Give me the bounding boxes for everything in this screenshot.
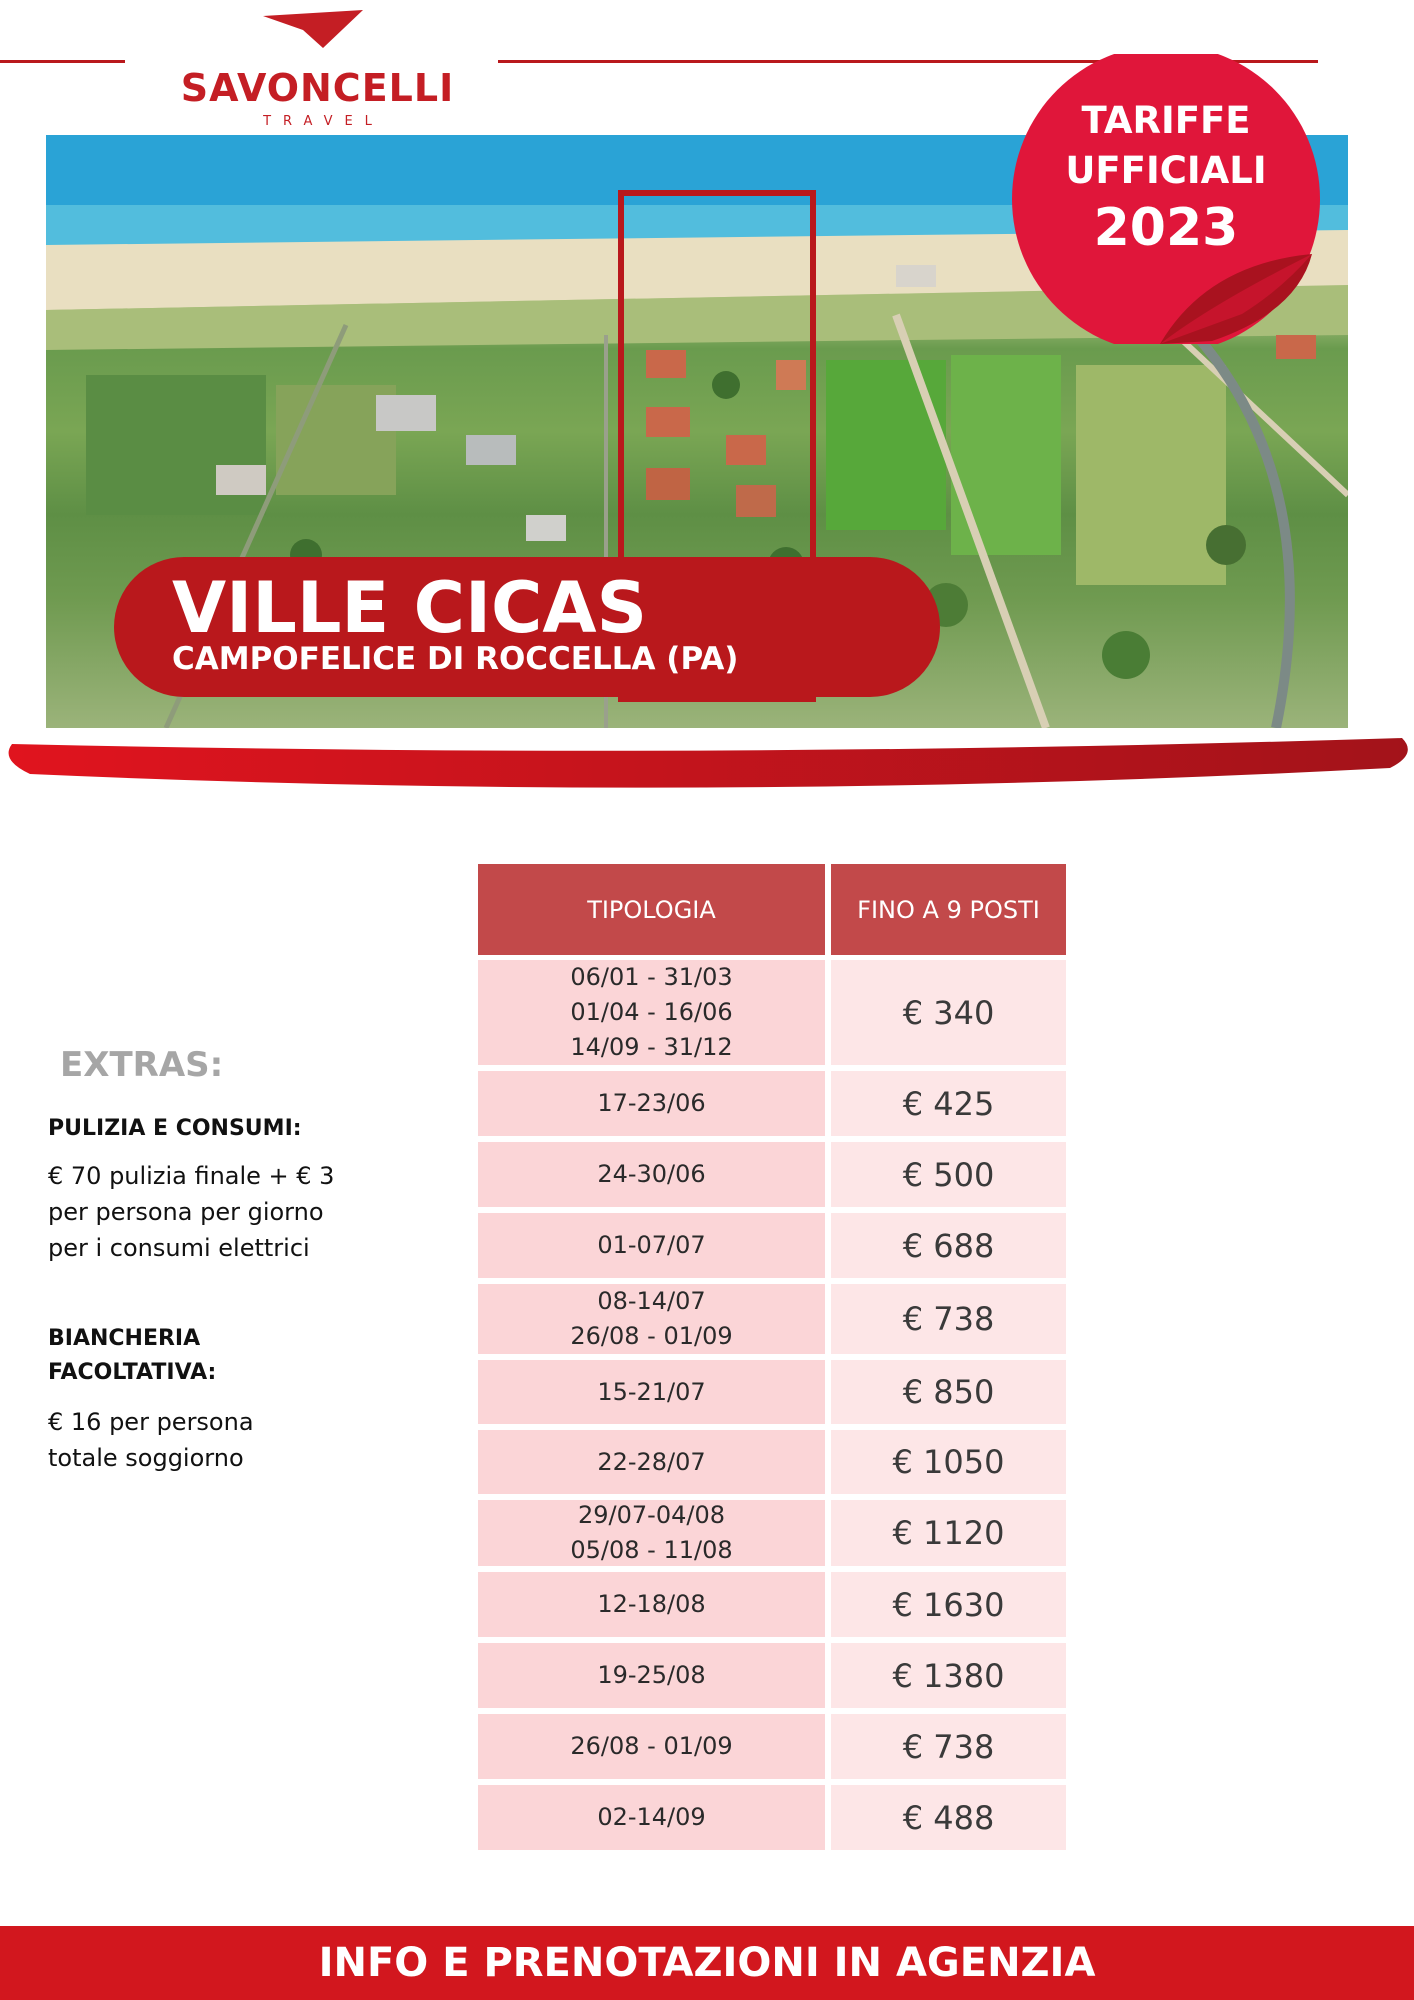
header-tipologia: TIPOLOGIA (478, 864, 825, 955)
table-row (478, 1785, 1066, 1850)
period-cell: 06/01 - 31/03 01/04 - 16/06 14/09 - 31/12 (478, 960, 825, 1065)
table-row (478, 1714, 1066, 1779)
table-row (478, 1284, 1066, 1354)
header-posti: FINO A 9 POSTI (831, 864, 1066, 955)
table-row (478, 1643, 1066, 1708)
price-cell: € 738 (831, 1714, 1066, 1779)
price-table (478, 864, 1066, 1856)
price-cell: € 500 (831, 1142, 1066, 1207)
period-cell: 12-18/08 (478, 1572, 825, 1637)
price-cell: € 1120 (831, 1500, 1066, 1566)
cleaning-heading: PULIZIA E CONSUMI: (48, 1116, 302, 1141)
period-cell: 08-14/07 26/08 - 01/09 (478, 1284, 825, 1354)
brand-tagline: TRAVEL (263, 114, 384, 129)
extras-title: EXTRAS: (60, 1045, 224, 1085)
table-row (478, 1500, 1066, 1566)
brand-name: SAVONCELLI (180, 66, 455, 110)
badge-line1: TARIFFE (1081, 99, 1251, 142)
period-cell: 02-14/09 (478, 1785, 825, 1850)
property-title: VILLE CICAS (172, 567, 647, 649)
cleaning-text: € 70 pulizia finale + € 3 per persona per giorno per i consumi elettrici (48, 1162, 335, 1262)
table-row (478, 1572, 1066, 1637)
price-cell: € 688 (831, 1213, 1066, 1278)
property-location: CAMPOFELICE DI ROCCELLA (PA) (172, 641, 739, 677)
table-row (478, 1071, 1066, 1136)
price-cell: € 1050 (831, 1430, 1066, 1494)
period-cell: 17-23/06 (478, 1071, 825, 1136)
footer-banner: INFO E PRENOTAZIONI IN AGENZIA (0, 1926, 1414, 2000)
badge-line2: UFFICIALI (1065, 149, 1267, 192)
official-rates-badge (1012, 54, 1320, 344)
badge-year: 2023 (1093, 198, 1239, 258)
period-cell: 26/08 - 01/09 (478, 1714, 825, 1779)
table-row (478, 960, 1066, 1065)
price-cell: € 1630 (831, 1572, 1066, 1637)
price-cell: € 340 (831, 960, 1066, 1065)
table-header (478, 864, 1066, 955)
price-cell: € 850 (831, 1360, 1066, 1424)
price-cell: € 1380 (831, 1643, 1066, 1708)
price-cell: € 488 (831, 1785, 1066, 1850)
table-row (478, 1142, 1066, 1207)
header-line-left (0, 60, 125, 63)
linen-heading: BIANCHERIA FACOLTATIVA: (48, 1326, 217, 1385)
logo-arrow-icon (263, 8, 363, 54)
linen-text: € 16 per persona totale soggiorno (48, 1408, 254, 1472)
period-cell: 19-25/08 (478, 1643, 825, 1708)
period-cell: 22-28/07 (478, 1430, 825, 1494)
period-cell: 15-21/07 (478, 1360, 825, 1424)
period-cell: 29/07-04/08 05/08 - 11/08 (478, 1500, 825, 1566)
red-swoosh-divider (0, 732, 1414, 812)
period-cell: 01-07/07 (478, 1213, 825, 1278)
badge-text (1012, 96, 1320, 260)
table-row (478, 1213, 1066, 1278)
brand-logo (175, 8, 460, 133)
price-cell: € 425 (831, 1071, 1066, 1136)
table-row (478, 1360, 1066, 1424)
price-cell: € 738 (831, 1284, 1066, 1354)
period-cell: 24-30/06 (478, 1142, 825, 1207)
table-row (478, 1430, 1066, 1494)
